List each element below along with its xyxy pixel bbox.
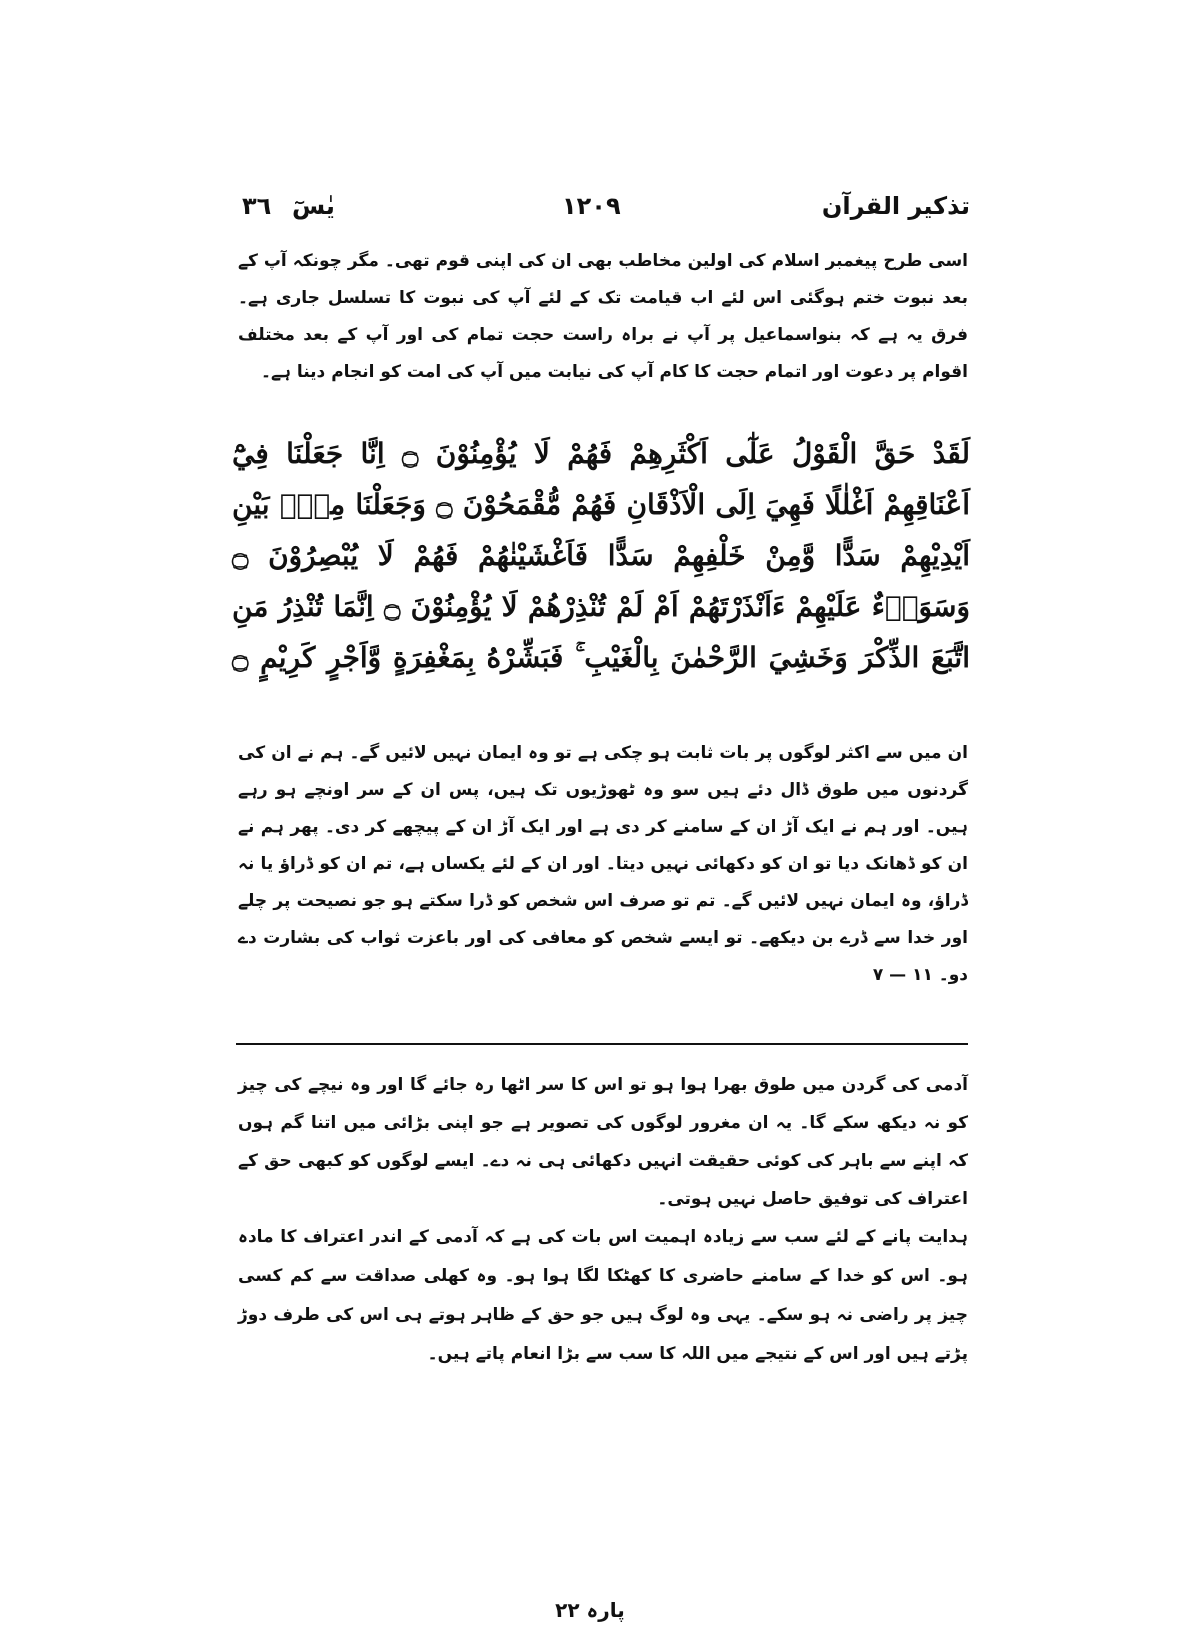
commentary-paragraph-1: آدمی کی گردن میں طوق بھرا ہوا ہو تو اس کا سر اٹھا رہ جائے گا اور وہ نیچے کی چیز کو نہ دیکھ سکے گا۔ یہ ان مغرور لوگوں کی تصویر ہے جو اپنی بڑائی میں اتنا گم ہوں کہ اپنے سے باہر کی کوئی حقیقت انہیں دکھائی ہی نہ دے۔ ایسے لوگوں کو کبھی حق کے اعتراف کی توفیق حاصل نہیں ہوتی۔	[238, 1075, 968, 1209]
surah-number: ۳٦	[242, 192, 272, 220]
translation-paragraph: ان میں سے اکثر لوگوں پر بات ثابت ہو چکی ہے تو وہ ایمان نہیں لائیں گے۔ ہم نے ان کی گردنوں میں طوق ڈال دئے ہیں سو وہ ٹھوڑیوں تک ہیں، پس ان کے سر اونچے ہو رہے ہیں۔ اور ہم نے ایک آڑ ان کے سامنے کر دی ہے اور ایک آڑ ان کے پیچھے کر دی۔ پھر ہم نے ان کو ڈھانک دیا تو ان کو دکھائی نہیں دیتا۔ اور ان کے لئے یکساں ہے، تم ان کو ڈراؤ یا نہ ڈراؤ، وہ ایمان نہیں لائیں گے۔ تم تو صرف اس شخص کو ڈرا سکتے ہو جو نصیحت پر چلے اور خدا سے ڈرے بن دیکھے۔ تو ایسے شخص کو معافی کی اور باعزت ثواب کی بشارت دے دو۔ ۱۱ — ۷	[238, 743, 968, 985]
juz-footer: پارہ ۲۲	[555, 1598, 625, 1622]
footnote-divider	[236, 1043, 968, 1045]
page-number: ۱۲۰۹	[562, 192, 621, 220]
commentary-paragraph-2: ہدایت پانے کے لئے سب سے زیادہ اہمیت اس بات کی ہے کہ آدمی کے اندر اعتراف کا مادہ ہو۔ اس کو خدا کے سامنے حاضری کا کھٹکا لگا ہوا ہو۔ وہ کھلی صداقت سے کم کسی چیز پر راضی نہ ہو سکے۔ یہی وہ لوگ ہیں جو حق کے ظاہر ہوتے ہی اس کی طرف دوڑ پڑتے ہیں اور اس کے نتیجے میں اللہ کا سب سے بڑا انعام پاتے ہیں۔	[238, 1227, 968, 1364]
arabic-verses: لَقَدْ حَقَّ الْقَوْلُ عَلٰٓى اَكْثَرِهِمْ فَهُمْ لَا يُؤْمِنُوْنَ ۝ اِنَّا جَعَلْنَا فِيْٓ اَعْنَاقِهِمْ اَغْلٰلًا فَهِيَ اِلَى الْاَذْقَانِ فَهُمْ مُّقْمَحُوْنَ ۝ وَجَعَلْنَا مِنْۢ بَيْنِ اَيْدِيْهِمْ سَدًّا وَّمِنْ خَلْفِهِمْ سَدًّا فَاَغْشَيْنٰهُمْ فَهُمْ لَا يُبْصِرُوْنَ ۝ وَسَوَاۗءٌ عَلَيْهِمْ ءَاَنْذَرْتَهُمْ اَمْ لَمْ تُنْذِرْهُمْ لَا يُؤْمِنُوْنَ ۝ اِنَّمَا تُنْذِرُ مَنِ اتَّبَعَ الذِّكْرَ وَخَشِيَ الرَّحْمٰنَ بِالْغَيْبِ ۚ فَبَشِّرْهُ بِمَغْفِرَةٍ وَّاَجْرٍ كَرِيْمٍ ۝	[232, 437, 971, 674]
surah-name: یٰسٓ	[292, 192, 335, 220]
intro-paragraph: اسی طرح پیغمبر اسلام کی اولین مخاطب بھی ان کی اپنی قوم تھی۔ مگر چونکہ آپ کے بعد نبوت ختم ہوگئی اس لئے اب قیامت تک کے لئے آپ کی نبوت کا تسلسل جاری ہے۔ فرق یہ ہے کہ بنواسماعیل پر آپ نے براہ راست حجت تمام کی اور آپ کے بعد مختلف اقوام پر دعوت اور اتمام حجت کا کام آپ کی نیابت میں آپ کی امت کو انجام دینا ہے۔	[238, 251, 968, 382]
book-title: تذکیر القرآن	[821, 192, 970, 220]
page-header	[230, 192, 970, 236]
